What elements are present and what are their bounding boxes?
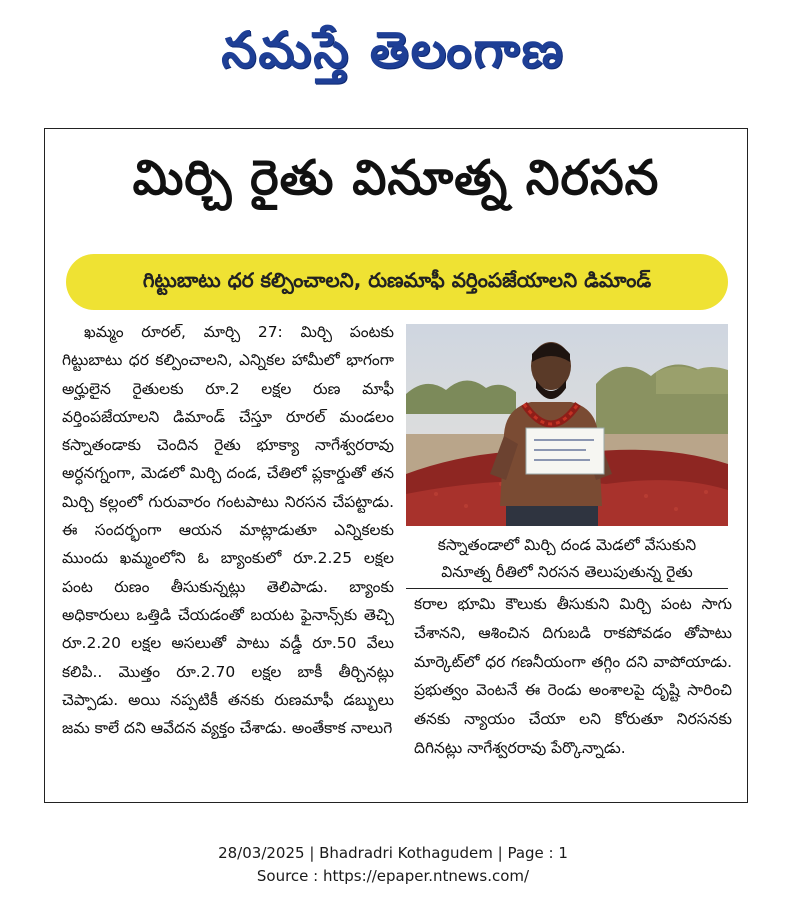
newspaper-logo: నమస్తే తెలంగాణ <box>221 20 565 79</box>
photo-caption-line-1: కస్నాతండాలో మిర్చి దండ మెడలో వేసుకుని <box>437 536 697 554</box>
photo-illustration <box>406 324 728 526</box>
footer-date-edition-page: 28/03/2025 | Bhadradri Kothagudem | Page : 1 <box>218 844 568 862</box>
body-left-text: ఖమ్మం రూరల్, మార్చి 27: మిర్చి పంటకు గిట్టుబాటు ధర కల్పించాలని, ఎన్నికల హామీలో భాగంగా అర్హులైన రైతులకు రూ.2 లక్షల రుణ మాఫీ వర్తింపజేయాలని డిమాండ్ చేస్తూ రూరల్ మండలం కస్నాతండాకు చెందిన రైతు భూక్యా నాగేశ్వరరావు అర్ధనగ్నంగా, మెడలో మిర్చి దండ, చేతిలో ప్లకార్డుతో తన మిర్చి కల్లంలో గురువారం గంటపాటు నిరసన చేపట్టాడు. ఈ సందర్భంగా ఆయన మాట్లాడుతూ ఎన్నికలకు ముందు ఖమ్మంలోని ఓ బ్యాంకులో రూ.2.25 లక్షల పంట రుణం తీసుకున్నట్లు తెలిపాడు. బ్యాంకు అధికారులు ఒత్తిడి చేయడంతో బయట ఫైనాన్స్‌కు తెచ్చి రూ.2.20 లక్షల అసలుతో పాటు వడ్డీ రూ.50 వేలు కలిపి.. మొత్తం రూ.2.70 లక్షల బాకీ తీర్చినట్లు చెప్పాడు. అయి నప్పటికీ తనకు రుణమాఫీ డబ్బులు జమ కాలే దని ఆవేదన వ్యక్తం చేశాడు. అంతేకాక నాలుగె <box>62 323 394 738</box>
footer-source: Source : https://epaper.ntnews.com/ <box>256 867 530 885</box>
photo-caption <box>406 530 728 589</box>
article-body-left <box>62 318 394 742</box>
article-subheadline <box>66 254 728 310</box>
photo-caption-line-2: వినూత్న రీతిలో నిరసన తెలుపుతున్న రైతు <box>441 563 693 581</box>
article-body-right <box>414 590 732 763</box>
masthead <box>0 0 786 112</box>
body-right-text: కరాల భూమి కౌలుకు తీసుకుని మిర్చి పంట సాగు చేశానని, ఆశించిన దిగుబడి రాకపోవడం తోపాటు మార్కెట్‌లో ధర గణనీయంగా తగ్గిం దని వాపోయాడు. ప్రభుత్వం వెంటనే ఈ రెండు అంశాలపై దృష్టి సారించి తనకు న్యాయం చేయా లని కోరుతూ నిరసనకు దిగినట్లు నాగేశ్వరరావు పేర్కొన్నాడు. <box>414 595 732 757</box>
article-headline: మిర్చి రైతు వినూత్న నిరసన <box>132 150 660 206</box>
subheadline-text: గిట్టుబాటు ధర కల్పించాలని, రుణమాఫీ వర్తింపజేయాలని డిమాండ్ <box>142 267 652 292</box>
farmer-protest-photo <box>406 324 728 526</box>
